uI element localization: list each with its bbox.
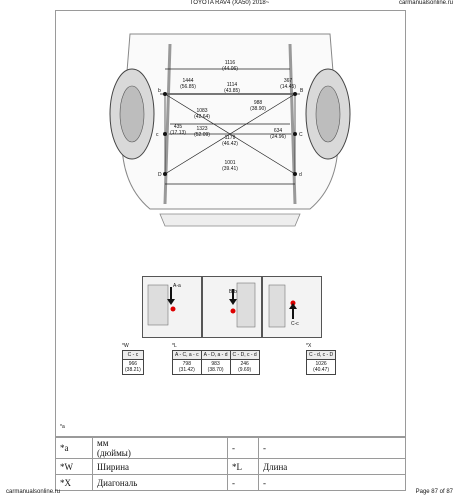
width-table: C - c 966 (38.21) [122, 350, 144, 375]
point-label-b: b [158, 88, 161, 94]
legend-row: *W Ширина *L Длина [56, 459, 406, 475]
page-header [0, 0, 459, 10]
dim-367: 367 [283, 78, 293, 84]
length-table: A - C, a - c A - D, a - d C - D, c - d 798 (31.42) 983 (38.70) 246 (9.69) [172, 350, 260, 375]
detail-panel-b [202, 276, 262, 338]
svg-text:(17.13): (17.13) [170, 130, 186, 136]
dim-1116: 1116 [224, 60, 236, 66]
document-title: TOYOTA RAV4 (XA50) 2018~ [189, 0, 270, 6]
point-label-D: D [158, 172, 162, 178]
point-label-C: C [299, 132, 303, 138]
dim-1179: 1179 [224, 135, 236, 141]
svg-text:(38.90): (38.90) [250, 106, 266, 112]
detail-panels [142, 276, 320, 336]
svg-text:(56.85): (56.85) [180, 84, 196, 90]
point-label-d: d [299, 172, 302, 178]
detail-panel-c [262, 276, 322, 338]
panel-label-b: B-b [229, 289, 237, 295]
underbody-diagram [90, 14, 370, 234]
legend-row: *X Диагональ - - [56, 475, 406, 491]
panel-label-a: A-a [173, 283, 181, 289]
note-w: *W [122, 343, 129, 349]
dim-1323: 1323 [196, 126, 208, 132]
detail-panel-a [142, 276, 202, 338]
dim-1114: 1114 [226, 82, 238, 88]
page-number: Page 87 of 87 [415, 489, 453, 495]
site-name: carmanualsonline.ru [398, 0, 453, 6]
legend-row: *a мм (дюймы) - - [56, 438, 406, 459]
dim-988: 988 [253, 100, 263, 106]
svg-text:(42.64): (42.64) [194, 114, 210, 120]
note-x: *X [306, 343, 312, 349]
svg-text:(43.85): (43.85) [224, 88, 240, 94]
point-label-c: c [156, 132, 159, 138]
footer-site: carmanualsonline.ru [6, 489, 61, 495]
legend-table [55, 437, 406, 491]
panel-label-c: C-c [291, 321, 299, 327]
point-label-B: B [300, 88, 304, 94]
diagonal-table: C - d, c - D 1026 (40.47) [306, 350, 336, 375]
footnote-a: *a [60, 424, 65, 430]
svg-text:(46.42): (46.42) [222, 141, 238, 147]
dim-435: 435 [173, 124, 183, 130]
dim-1001: 1001 [224, 160, 236, 166]
note-l: *L [172, 343, 177, 349]
dim-634: 634 [273, 128, 283, 134]
dim-1444: 1444 [182, 78, 194, 84]
svg-text:(24.96): (24.96) [270, 134, 286, 140]
svg-text:(14.45): (14.45) [280, 84, 296, 90]
dim-1083: 1083 [196, 108, 208, 114]
svg-text:(52.09): (52.09) [194, 132, 210, 138]
svg-text:(39.41): (39.41) [222, 166, 238, 172]
svg-text:(44.06): (44.06) [222, 66, 238, 72]
